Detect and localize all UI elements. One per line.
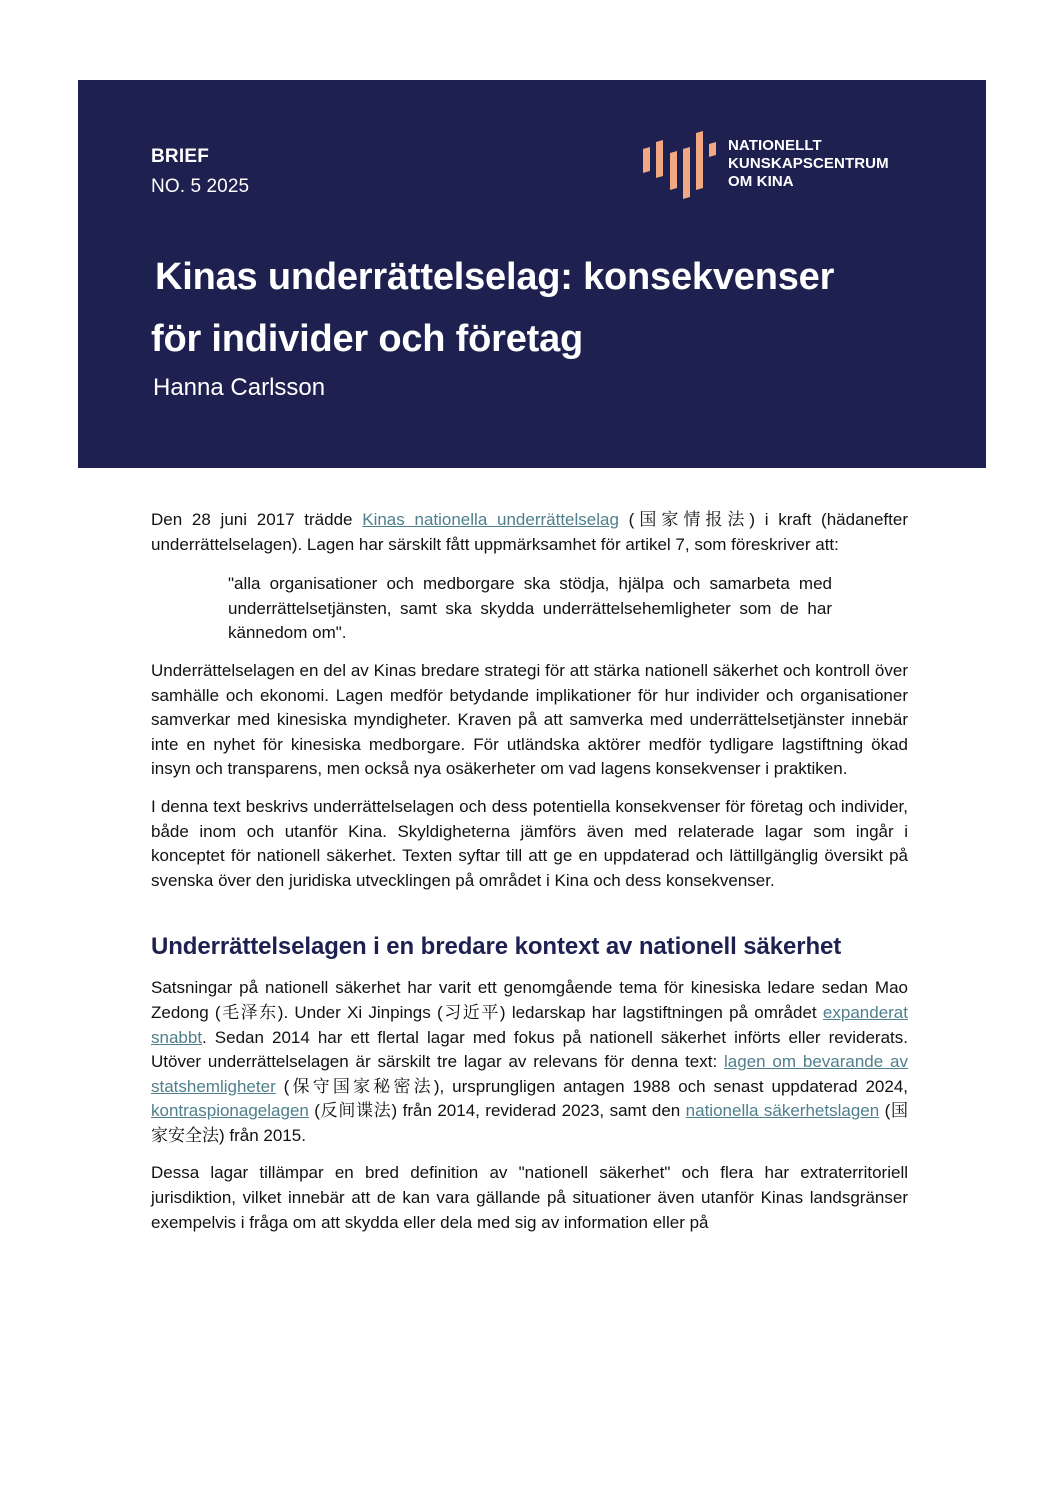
series-label: BRIEF	[151, 146, 209, 167]
title-line: Kinas underrättelselag: konsekvenser	[155, 256, 835, 298]
series-number: NO. 5 2025	[151, 176, 250, 197]
text: (国家情报法) i kraft (hädanefter underrättelselagen). Lagen har särskilt fått uppmärksamhet för artikel 7, som föreskriver att:	[151, 510, 908, 554]
text: (国家安全法) från 2015.	[151, 1101, 908, 1145]
state-secrets-law-link[interactable]: lagen om bevarande av statshemligheter	[151, 1052, 908, 1096]
paragraph: Dessa lagar tillämpar en bred definition av "nationell säkerhet" och flera har extraterritoriell jurisdiktion, vilket innebär att de kan vara gällande på situationer även utanför Kinas landsgränser exempelvis i fråga om att skydda eller dela med sig av information eller på	[151, 1163, 908, 1232]
intro-paragraph	[151, 508, 908, 557]
paragraph: Underrättelselagen en del av Kinas bredare strategi för att stärka nationell säkerhet och kontroll över samhälle och ekonomi. Lagen medför betydande implikationer för hur individer och organisationer samverkar med kinesiska myndigheter. Kraven på att samverka med underrättelsetjänster innebär inte en nyhet för kinesiska medborgare. För utländska aktörer medför tydligare lagstiftning ökad insyn och transparens, men också nya osäkerheter om vad lagens konsekvenser i praktiken.	[151, 660, 908, 779]
paragraph	[151, 976, 908, 1148]
text: . Sedan 2014 har ett flertal lagar med fokus på nationell säkerhet införts eller reviderats. Utöver underrättelselagen är särskilt tre lagar av relevans för denna text:	[151, 1027, 908, 1072]
document-body	[151, 508, 908, 1248]
section-heading: Underrättelselagen i en bredare kontext av nationell säkerhet	[151, 933, 842, 961]
document-title	[151, 246, 951, 370]
text: Satsningar på nationell säkerhet har varit ett genomgående tema för kinesiska ledare sedan Mao Zedong (毛泽东). Under Xi Jinpings (习近平) ledarskap har lagstiftningen på området	[151, 978, 908, 1022]
title-line: för individer och företag	[151, 318, 584, 360]
logo-line: NATIONELLT	[728, 137, 822, 154]
logo-line: KUNSKAPSCENTRUM	[728, 155, 889, 172]
national-security-law-link[interactable]: nationella säkerhetslagen	[685, 1101, 880, 1121]
intelligence-law-link[interactable]: Kinas nationella underrättelselag	[362, 510, 619, 529]
bar-chart-logo-icon	[640, 127, 718, 203]
paragraph: I denna text beskrivs underrättelselagen och dess potentiella konsekvenser för företag och individer, både inom och utanför Kina. Skyldigheterna jämförs även med relaterade lagar som ingår i konceptet för nationell säkerhet. Texten syftar till att ge en uppdaterad och lättillgänglig översikt på svenska över den juridiska utvecklingen på området i Kina och dess konsekvenser.	[151, 796, 908, 890]
article-7-quote: "alla organisationer och medborgare ska stödja, hjälpa och samarbeta med underrättelsetjänsten, samt ska skydda underrättelsehemligheter som de har kännedom om".	[228, 574, 832, 643]
cover-header	[78, 80, 986, 468]
text: (保守国家秘密法), ursprungligen antagen 1988 och senast uppdaterad 2024,	[275, 1076, 908, 1096]
logo-line: OM KINA	[728, 173, 794, 190]
logo-wordmark	[728, 137, 889, 191]
author-name: Hanna Carlsson	[153, 374, 326, 401]
expanded-rapidly-link[interactable]: expanderat snabbt	[151, 1002, 908, 1047]
text: (反间谍法) från 2014, reviderad 2023, samt den	[308, 1101, 686, 1121]
text: Den 28 juni 2017 trädde	[151, 510, 363, 529]
counter-espionage-law-link[interactable]: kontraspionagelagen	[151, 1101, 309, 1121]
organization-logo	[640, 127, 889, 203]
